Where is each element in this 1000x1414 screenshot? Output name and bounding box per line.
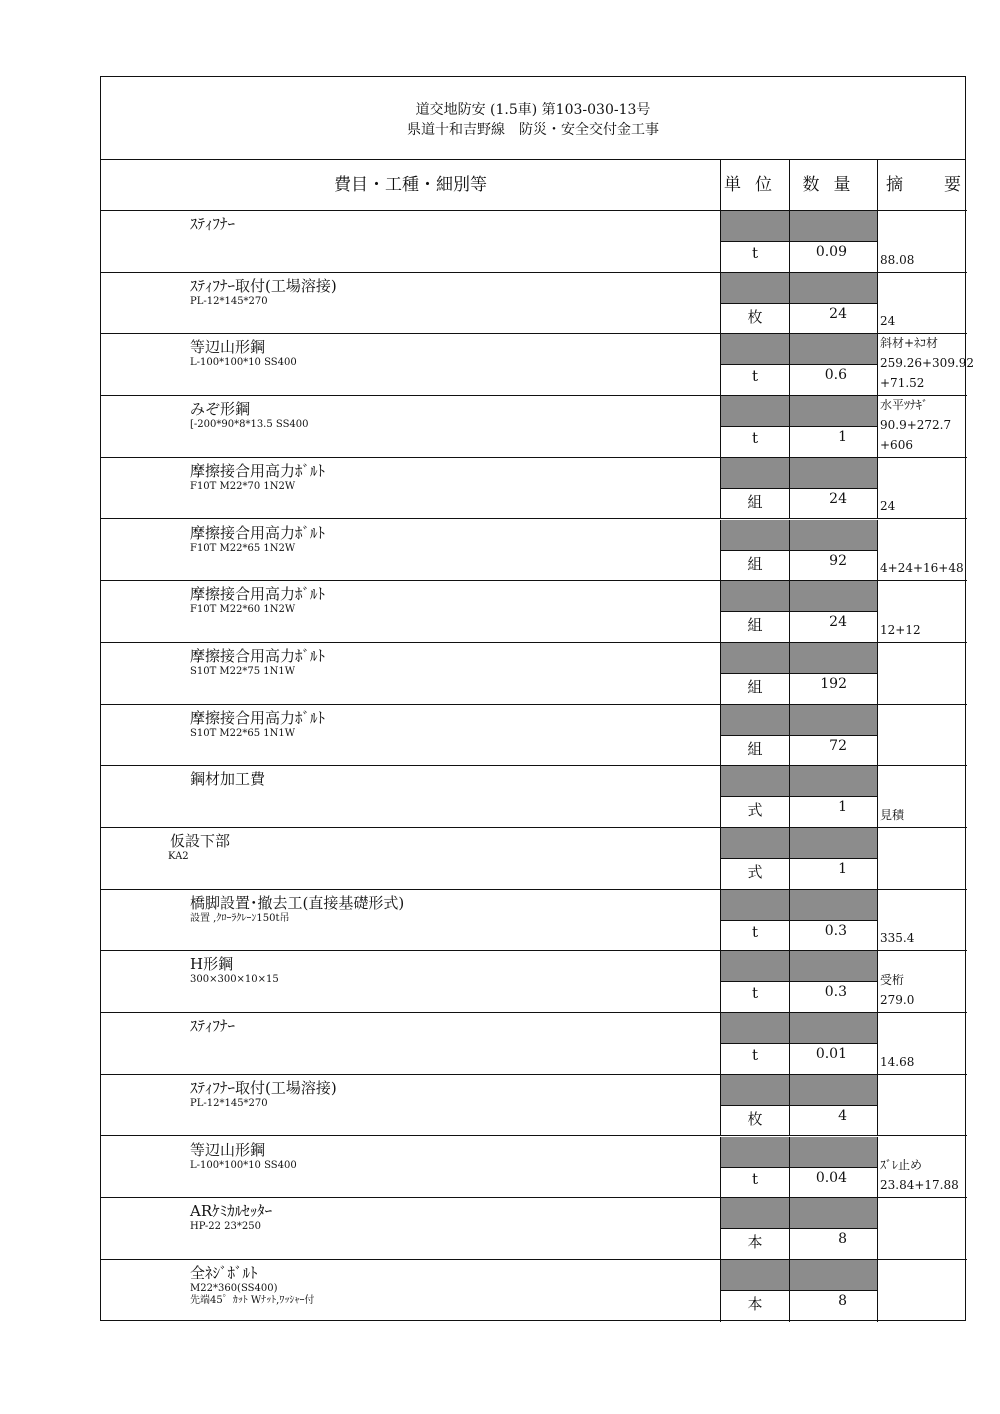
note-cell <box>878 705 967 766</box>
column-header-note-b: 要 <box>944 175 961 195</box>
document-header <box>101 77 965 160</box>
shaded-block <box>790 273 877 304</box>
note-cell <box>878 211 967 272</box>
unit-cell <box>721 1075 790 1136</box>
unit-value: 組 <box>747 677 763 696</box>
shaded-block <box>721 458 789 489</box>
unit-value: 組 <box>747 554 763 573</box>
header-line-1: 道交地防安 (1.5車) 第103-030-13号 <box>415 102 651 118</box>
item-cell <box>101 643 721 704</box>
item-spec: S10T M22*75 1N1W <box>190 665 296 677</box>
unit-value: 本 <box>747 1233 763 1252</box>
shaded-block <box>721 951 789 982</box>
qty-value: 24 <box>829 305 847 322</box>
column-header-note-a: 摘 <box>886 175 903 195</box>
table-row <box>101 951 967 1013</box>
unit-cell <box>721 396 790 457</box>
item-name: 橋脚設置･撤去工(直接基礎形式) <box>190 893 405 912</box>
table-row <box>101 890 967 952</box>
item-cell <box>101 1198 721 1259</box>
table-row <box>101 1198 967 1260</box>
unit-cell <box>721 1260 790 1322</box>
unit-cell <box>721 273 790 334</box>
item-name: 摩擦接合用高力ﾎﾞﾙﾄ <box>190 585 326 604</box>
note-cell <box>878 766 967 827</box>
item-spec: F10T M22*65 1N2W <box>190 542 296 554</box>
table-row <box>101 396 967 458</box>
qty-cell <box>790 273 878 334</box>
unit-value: t <box>751 1046 759 1065</box>
column-header-qty: 数量 <box>790 160 878 211</box>
item-cell <box>101 1013 721 1074</box>
unit-value: t <box>751 922 759 941</box>
item-spec: PL-12*145*270 <box>190 1097 268 1109</box>
note-value: 24 <box>880 499 896 514</box>
unit-value: 本 <box>747 1294 763 1313</box>
item-cell <box>101 1137 721 1198</box>
shaded-block <box>721 705 789 736</box>
header-line-2: 県道十和吉野線 防災・安全交付金工事 <box>407 122 659 138</box>
item-spec: KA2 <box>168 851 189 862</box>
note-value: 受桁 279.0 <box>880 973 915 1008</box>
shaded-block <box>790 1013 877 1044</box>
table-row <box>101 211 967 273</box>
unit-value: 式 <box>747 863 763 881</box>
qty-value: 0.01 <box>815 1046 847 1063</box>
table-row <box>101 273 967 335</box>
qty-cell <box>790 1137 878 1198</box>
item-name: ｽﾃｨﾌﾅｰ取付(工場溶接) <box>190 1078 337 1097</box>
item-name: 摩擦接合用高力ﾎﾞﾙﾄ <box>190 646 326 665</box>
item-cell <box>101 705 721 766</box>
shaded-block <box>721 1198 789 1229</box>
unit-value: t <box>751 984 759 1003</box>
shaded-block <box>721 890 789 921</box>
qty-value: 0.04 <box>815 1169 847 1186</box>
qty-value: 0.3 <box>824 984 847 1001</box>
note-cell <box>878 1198 967 1259</box>
shaded-block <box>790 1260 877 1291</box>
note-value: 4+24+16+48 <box>880 561 964 576</box>
qty-cell <box>790 643 878 704</box>
shaded-block <box>790 211 877 242</box>
note-cell <box>878 520 967 581</box>
unit-value: 枚 <box>747 307 763 326</box>
estimate-sheet <box>100 76 975 1321</box>
shaded-block <box>790 643 877 674</box>
note-value: 88.08 <box>880 252 915 267</box>
unit-cell <box>721 211 790 272</box>
qty-cell <box>790 334 878 395</box>
qty-value: 24 <box>829 614 847 631</box>
qty-cell <box>790 396 878 457</box>
unit-cell <box>721 1198 790 1259</box>
unit-cell <box>721 643 790 704</box>
note-value: 24 <box>880 314 896 329</box>
shaded-block <box>790 1198 877 1229</box>
item-spec: M22*360(SS400) <box>190 1282 278 1294</box>
shaded-block <box>721 520 789 551</box>
shaded-block <box>790 458 877 489</box>
qty-value: 0.3 <box>824 922 847 939</box>
note-cell <box>878 951 967 1012</box>
item-cell <box>101 273 721 334</box>
qty-value: 24 <box>829 490 847 507</box>
shaded-block <box>790 396 877 427</box>
shaded-block <box>721 643 789 674</box>
item-name: 等辺山形鋼 <box>190 1140 266 1159</box>
table-row <box>101 1013 967 1075</box>
table-row <box>101 828 967 890</box>
shaded-block <box>721 1075 789 1106</box>
unit-value: 組 <box>747 492 763 511</box>
shaded-block <box>721 828 789 859</box>
item-cell <box>101 458 721 519</box>
item-cell <box>101 766 721 827</box>
item-spec: HP-22 23*250 <box>190 1221 261 1233</box>
unit-cell <box>721 890 790 951</box>
note-cell <box>878 273 967 334</box>
qty-cell <box>790 1198 878 1259</box>
item-spec: L-100*100*10 SS400 <box>190 357 297 369</box>
unit-value: 組 <box>747 616 763 635</box>
qty-cell <box>790 766 878 827</box>
qty-value: 8 <box>838 1292 847 1309</box>
qty-value: 0.09 <box>815 244 847 260</box>
item-name: ｽﾃｨﾌﾅｰ <box>190 215 236 233</box>
qty-cell <box>790 951 878 1012</box>
note-cell <box>878 1137 967 1198</box>
table-row <box>101 643 967 705</box>
unit-value: t <box>751 244 759 262</box>
qty-cell <box>790 520 878 581</box>
note-cell <box>878 334 975 395</box>
note-cell <box>878 643 967 704</box>
qty-cell <box>790 890 878 951</box>
item-name: ｽﾃｨﾌﾅｰ <box>190 1017 236 1036</box>
column-header-unit: 単位 <box>721 160 790 211</box>
qty-value: 92 <box>829 552 847 569</box>
note-cell <box>878 890 967 951</box>
shaded-block <box>790 334 877 365</box>
unit-cell <box>721 705 790 766</box>
qty-cell <box>790 828 878 889</box>
unit-value: t <box>751 1169 759 1188</box>
shaded-block <box>790 951 877 982</box>
item-name: 摩擦接合用高力ﾎﾞﾙﾄ <box>190 523 326 542</box>
qty-value: 1 <box>838 799 847 816</box>
item-cell <box>101 828 721 889</box>
note-cell <box>878 828 967 889</box>
item-spec: F10T M22*60 1N2W <box>190 604 296 616</box>
shaded-block <box>790 890 877 921</box>
item-cell <box>101 890 721 951</box>
shaded-block <box>790 581 877 612</box>
shaded-block <box>721 581 789 612</box>
unit-cell <box>721 828 790 889</box>
table-row <box>101 520 967 582</box>
item-name: 全ﾈｼﾞﾎﾞﾙﾄ <box>190 1263 258 1282</box>
item-spec: 300×300×10×15 <box>190 974 279 986</box>
table-row <box>101 1137 967 1199</box>
item-spec: [-200*90*8*13.5 SS400 <box>190 419 309 431</box>
item-name: H形鋼 <box>190 955 234 974</box>
item-name: 摩擦接合用高力ﾎﾞﾙﾄ <box>190 461 326 480</box>
shaded-block <box>721 766 789 797</box>
item-name: みぞ形鋼 <box>190 400 251 419</box>
item-cell <box>101 1075 721 1136</box>
unit-cell <box>721 1137 790 1198</box>
shaded-block <box>721 273 789 304</box>
shaded-block <box>790 705 877 736</box>
note-cell <box>878 1013 967 1074</box>
qty-value: 72 <box>829 737 847 754</box>
item-spec: S10T M22*65 1N1W <box>190 727 296 739</box>
column-header-note <box>878 160 967 211</box>
item-cell <box>101 951 721 1012</box>
qty-cell <box>790 1075 878 1136</box>
unit-cell <box>721 581 790 642</box>
item-name: 摩擦接合用高力ﾎﾞﾙﾄ <box>190 708 326 727</box>
item-cell <box>101 520 721 581</box>
qty-cell <box>790 211 878 272</box>
shaded-block <box>790 1075 877 1106</box>
shaded-block <box>721 211 789 242</box>
item-name: 鋼材加工費 <box>190 770 266 789</box>
note-cell <box>878 396 967 457</box>
note-value: 見積 <box>880 807 905 822</box>
unit-value: t <box>751 429 759 448</box>
unit-value: 式 <box>747 801 763 820</box>
table-row <box>101 705 967 767</box>
table-row <box>101 334 975 396</box>
item-spec: 設置 ,ｸﾛｰﾗｸﾚｰﾝ150t吊 <box>190 912 290 924</box>
unit-cell <box>721 951 790 1012</box>
qty-value: 8 <box>838 1231 847 1248</box>
column-header-item: 費目・工種・細別等 <box>101 160 721 211</box>
table-row <box>101 458 967 520</box>
qty-value: 1 <box>838 429 847 446</box>
note-value: 水平ﾂﾅｷﾞ 90.9+272.7 +606 <box>880 397 952 452</box>
unit-cell <box>721 520 790 581</box>
item-name: 等辺山形鋼 <box>190 338 266 357</box>
table-row <box>101 581 967 643</box>
note-value: 335.4 <box>880 931 915 946</box>
qty-value: 0.6 <box>824 367 847 384</box>
qty-cell <box>790 458 878 519</box>
unit-cell <box>721 458 790 519</box>
qty-value: 192 <box>820 675 847 692</box>
unit-cell <box>721 334 790 395</box>
unit-value: t <box>751 367 759 386</box>
item-spec-2: 先端45゜ｶｯﾄ Wﾅｯﾄ,ﾜｯｼｬｰ付 <box>190 1294 315 1306</box>
note-value: 12+12 <box>880 622 921 637</box>
table-row <box>101 766 967 828</box>
shaded-block <box>790 828 877 859</box>
shaded-block <box>721 334 789 365</box>
shaded-block <box>790 766 877 797</box>
note-cell <box>878 581 967 642</box>
item-spec: F10T M22*70 1N2W <box>190 480 296 492</box>
shaded-block <box>721 1137 789 1168</box>
item-cell <box>101 581 721 642</box>
item-spec: PL-12*145*270 <box>190 295 268 307</box>
shaded-block <box>790 1137 877 1168</box>
note-cell <box>878 1260 967 1322</box>
item-spec: L-100*100*10 SS400 <box>190 1159 297 1171</box>
unit-cell <box>721 766 790 827</box>
shaded-block <box>721 1013 789 1044</box>
unit-value: 枚 <box>747 1109 763 1128</box>
note-value: 斜材+ﾈｺ材 259.26+309.92 +71.52 <box>880 336 975 391</box>
note-cell <box>878 458 967 519</box>
item-cell <box>101 1260 721 1322</box>
qty-cell <box>790 581 878 642</box>
unit-cell <box>721 1013 790 1074</box>
item-cell <box>101 211 721 272</box>
note-value: 14.68 <box>880 1054 915 1069</box>
qty-cell <box>790 705 878 766</box>
shaded-block <box>721 1260 789 1291</box>
table-row <box>101 1075 967 1137</box>
item-name: ARｹﾐｶﾙｾｯﾀｰ <box>190 1202 273 1221</box>
qty-cell <box>790 1013 878 1074</box>
table-row <box>101 1260 967 1322</box>
shaded-block <box>790 520 877 551</box>
note-cell <box>878 1075 967 1136</box>
qty-value: 4 <box>838 1107 847 1124</box>
qty-cell <box>790 1260 878 1322</box>
item-name: 仮設下部 <box>170 832 231 850</box>
item-cell <box>101 334 721 395</box>
qty-value: 1 <box>838 861 847 877</box>
item-cell <box>101 396 721 457</box>
shaded-block <box>721 396 789 427</box>
note-value: ｽﾞﾚ止め 23.84+17.88 <box>880 1158 959 1193</box>
unit-value: 組 <box>747 739 763 758</box>
item-name: ｽﾃｨﾌﾅｰ取付(工場溶接) <box>190 276 337 295</box>
